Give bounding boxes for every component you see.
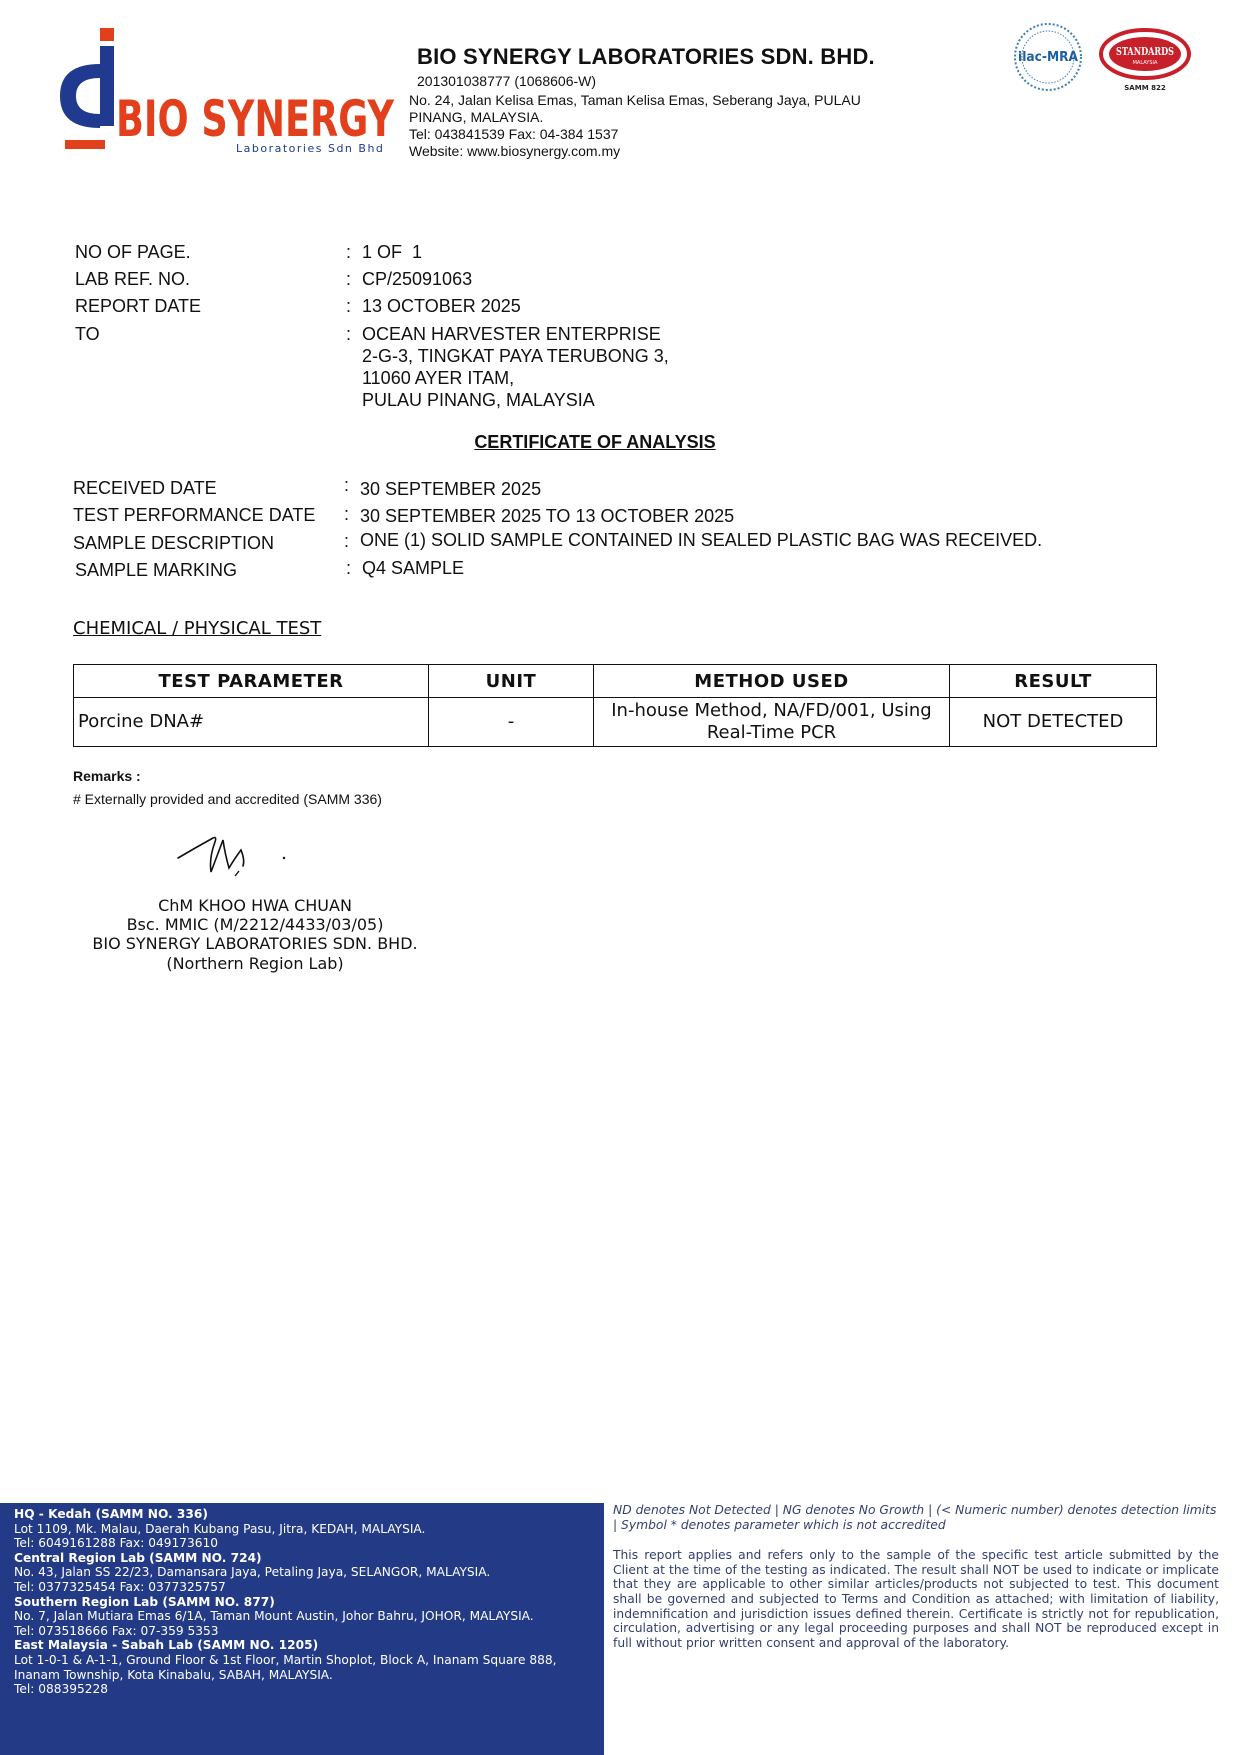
signatory-lab: (Northern Region Lab): [166, 954, 344, 973]
standards-subtext: MALAYSIA: [1132, 60, 1158, 66]
cell-parameter: Porcine DNA#: [74, 698, 429, 747]
recipient-line: PULAU PINANG, MALAYSIA: [362, 390, 595, 410]
company-phone-fax: Tel: 043841539 Fax: 04-384 1537: [409, 126, 619, 142]
ilac-text: ilac-MRA: [1018, 50, 1078, 65]
footer-southern-address: No. 7, Jalan Mutiara Emas 6/1A, Taman Mount Austin, Johor Bahru, JOHOR, MALAYSIA.: [14, 1609, 534, 1624]
table-header-row: [74, 665, 1157, 698]
header-result: RESULT: [950, 665, 1157, 698]
company-address-line1: No. 24, Jalan Kelisa Emas, Taman Kelisa Emas, Seberang Jaya, PULAU: [409, 92, 861, 108]
results-table: [73, 664, 1157, 747]
signature-tick: [235, 871, 239, 876]
logo-text: BIO SYNERGY: [116, 90, 395, 148]
report-date-value: 13 OCTOBER 2025: [362, 296, 521, 316]
signature-dot: [283, 857, 285, 859]
table-row: [74, 698, 1157, 747]
colon: :: [346, 558, 352, 578]
footer-hq-address: Lot 1109, Mk. Malau, Daerah Kubang Pasu, Jitra, KEDAH, MALAYSIA.: [14, 1521, 426, 1536]
footer-central-title: Central Region Lab (SAMM NO. 724): [14, 1550, 262, 1565]
sample-description-label: SAMPLE DESCRIPTION: [73, 533, 275, 553]
report-date-label: REPORT DATE: [75, 296, 202, 316]
signatory-company: BIO SYNERGY LABORATORIES SDN. BHD.: [92, 934, 418, 953]
colon: :: [346, 242, 352, 262]
footer-central-tel: Tel: 0377325454 Fax: 0377325757: [14, 1579, 226, 1594]
footer-disclaimer: This report applies and refers only to the sample of the specific test article submitted by the Client at the time of the testing as indicated. The result shall NOT be used to indicate or implicate that they are applicable to other similar articles/products not subjected to test. This document shall be governed and subjected to Terms and Condition as attached; with limitation of liability, indemnification and jurisdiction issues defined therein. Certificate is strictly not for republication, circulation, advertising or any legal proceeding purposes and shall NOT be reproduced except in full without prior written consent and approval of the laboratory.: [613, 1548, 1219, 1650]
footer-east-address: Inanam Township, Kota Kinabalu, SABAH, MALAYSIA.: [14, 1667, 333, 1682]
cell-unit: -: [429, 698, 594, 747]
test-performance-date-label: TEST PERFORMANCE DATE: [73, 505, 316, 525]
footer-east-tel: Tel: 088395228: [14, 1682, 109, 1697]
lab-ref-value: CP/25091063: [362, 269, 473, 289]
no-of-page-value: 1 OF 1: [362, 242, 423, 262]
samm-number: SAMM 822: [1124, 84, 1166, 92]
lab-ref-label: LAB REF. NO.: [75, 269, 191, 289]
footer-southern-title: Southern Region Lab (SAMM NO. 877): [14, 1594, 275, 1609]
footer-locations-panel: [0, 1503, 604, 1755]
colon: :: [344, 475, 350, 495]
company-registration: 201301038777 (1068606-W): [417, 73, 597, 89]
standards-text: STANDARDS: [1116, 45, 1175, 58]
logo-dot: [100, 28, 114, 41]
colon: :: [346, 296, 352, 316]
company-address-line2: PINANG, MALAYSIA.: [409, 109, 544, 125]
footer-notes: [613, 1503, 1219, 1650]
remarks-title: Remarks :: [73, 768, 141, 784]
signatory-name: ChM KHOO HWA CHUAN: [158, 896, 352, 915]
recipient-line: 2-G-3, TINGKAT PAYA TERUBONG 3,: [362, 346, 669, 366]
footer-east-title: East Malaysia - Sabah Lab (SAMM NO. 1205): [14, 1638, 319, 1653]
header-test-parameter: TEST PARAMETER: [74, 665, 429, 698]
sample-marking-label: SAMPLE MARKING: [75, 560, 238, 580]
sample-marking-value: Q4 SAMPLE: [362, 558, 465, 578]
footer-central-address: No. 43, Jalan SS 22/23, Damansara Jaya, Petaling Jaya, SELANGOR, MALAYSIA.: [14, 1565, 491, 1580]
no-of-page-label: NO OF PAGE.: [75, 242, 191, 262]
colon: :: [346, 324, 352, 344]
colon: :: [344, 504, 350, 524]
footer-southern-tel: Tel: 073518666 Fax: 07-359 5353: [14, 1623, 219, 1638]
test-performance-date-value: 30 SEPTEMBER 2025 TO 13 OCTOBER 2025: [360, 506, 735, 526]
colon: :: [344, 531, 350, 551]
method-line: Real-Time PCR: [706, 722, 837, 743]
received-date-value: 30 SEPTEMBER 2025: [360, 479, 542, 499]
ilac-mra-seal: [1013, 22, 1083, 92]
certificate-title: CERTIFICATE OF ANALYSIS: [474, 432, 716, 452]
to-label: TO: [75, 324, 100, 344]
sample-description-value: ONE (1) SOLID SAMPLE CONTAINED IN SEALED PLASTIC BAG WAS RECEIVED.: [360, 530, 1043, 550]
cell-result: NOT DETECTED: [950, 698, 1157, 747]
signatory-qualification: Bsc. MMIC (M/2212/4433/03/05): [126, 915, 384, 934]
footer-hq-title: HQ - Kedah (SAMM NO. 336): [14, 1507, 208, 1521]
method-line: In-house Method, NA/FD/001, Using: [611, 700, 932, 721]
logo-subtext: Laboratories Sdn Bhd: [236, 142, 385, 155]
header-method-used: METHOD USED: [594, 665, 950, 698]
recipient-line: 11060 AYER ITAM,: [362, 368, 515, 388]
company-name: BIO SYNERGY LABORATORIES SDN. BHD.: [417, 44, 875, 69]
footer-hq-tel: Tel: 6049161288 Fax: 049173610: [14, 1536, 218, 1551]
received-date-label: RECEIVED DATE: [73, 478, 217, 498]
remarks-note: # Externally provided and accredited (SAMM 336): [73, 791, 382, 807]
company-website: Website: www.biosynergy.com.my: [409, 143, 621, 159]
header-unit: UNIT: [429, 665, 594, 698]
logo-bowl: [60, 64, 100, 128]
signature: [175, 828, 295, 883]
logo-base: [65, 140, 105, 149]
standards-malaysia-seal: [1098, 28, 1192, 94]
colon: :: [346, 269, 352, 289]
signature-stroke: [178, 838, 244, 873]
recipient-line: OCEAN HARVESTER ENTERPRISE: [362, 324, 661, 344]
footer-legend: ND denotes Not Detected | NG denotes No Growth | (< Numeric number) denotes detection limits | Symbol * denotes parameter which is not accredited: [613, 1503, 1217, 1532]
section-title: CHEMICAL / PHYSICAL TEST: [73, 618, 322, 639]
bio-synergy-logo: [60, 22, 400, 157]
cell-method: [594, 698, 950, 747]
footer-east-address: Lot 1-0-1 & A-1-1, Ground Floor & 1st Floor, Martin Shoplot, Block A, Inanam Square 888,: [14, 1652, 557, 1667]
logo-stem: [100, 46, 114, 126]
